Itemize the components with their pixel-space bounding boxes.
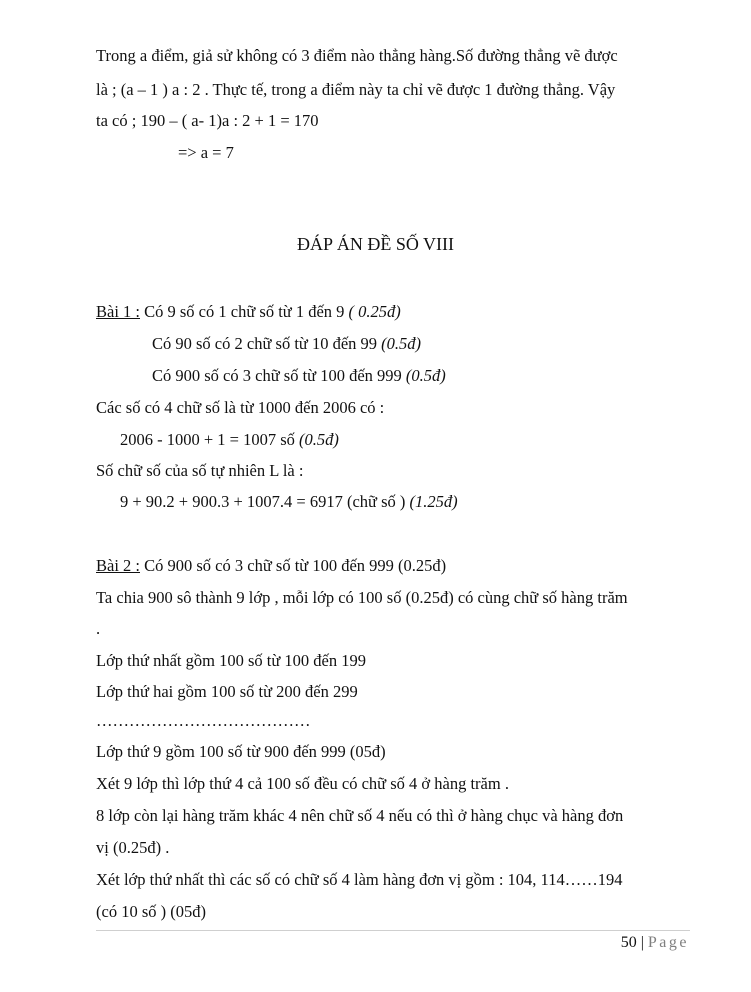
bai1-text-7: 9 + 90.2 + 900.3 + 1007.4 = 6917 (chữ số ) — [120, 492, 410, 511]
bai2-line-8: Xét 9 lớp thì lớp thứ 4 cả 100 số đều có chữ số 4 ở hàng trăm . — [96, 774, 509, 793]
page-label: Page — [647, 934, 689, 951]
bai1-line-2 — [152, 334, 421, 354]
bai2-line-2: Ta chia 900 sô thành 9 lớp , mỗi lớp có 100 số (0.25đ) có cùng chữ số hàng trăm — [96, 588, 628, 607]
bai2-text-1: Có 900 số có 3 chữ số từ 100 đến 999 (0.25đ) — [140, 556, 447, 575]
bai1-line-4: Các số có 4 chữ số là từ 1000 đến 2006 có : — [96, 398, 385, 417]
bai1-score-1: ( 0.25đ) — [348, 302, 401, 321]
bai2-line-5: Lớp thứ hai gồm 100 số từ 200 đến 299 — [96, 682, 358, 701]
bai2-line-1 — [96, 556, 446, 576]
bai1-label: Bài 1 : — [96, 302, 140, 321]
footer-separator: | — [636, 934, 648, 951]
bai1-text-2: Có 90 số có 2 chữ số từ 10 đến 99 — [152, 334, 382, 353]
bai2-line-12: (có 10 số ) (05đ) — [96, 902, 206, 921]
bai2-line-7: Lớp thứ 9 gồm 100 số từ 900 đến 999 (05đ) — [96, 742, 386, 761]
bai2-line-9: 8 lớp còn lại hàng trăm khác 4 nên chữ số 4 nếu có thì ở hàng chục và hàng đơn — [96, 806, 624, 825]
bai1-score-7: (1.25đ) — [409, 492, 458, 511]
page-number: 50 — [620, 934, 637, 951]
bai2-line-6: ………………………………… — [96, 711, 311, 730]
bai1-line-6: Số chữ số của số tự nhiên L là : — [96, 461, 304, 480]
bai2-line-3: . — [96, 619, 101, 638]
bai1-line-3 — [152, 366, 446, 386]
bai1-line-1 — [96, 302, 401, 322]
bai1-text-3: Có 900 số có 3 chữ số từ 100 đến 999 — [152, 366, 406, 385]
bai1-score-3: (0.5đ) — [405, 366, 446, 385]
bai2-line-4: Lớp thứ nhất gồm 100 số từ 100 đến 199 — [96, 651, 366, 670]
bai2-line-10: vị (0.25đ) . — [96, 838, 170, 857]
page-footer — [621, 934, 689, 952]
intro-line-4: => a = 7 — [178, 143, 234, 162]
bai2-line-11: Xét lớp thứ nhất thì các số có chữ số 4 làm hàng đơn vị gồm : 104, 114……194 — [96, 870, 623, 889]
bai1-text-5: 2006 - 1000 + 1 = 1007 số — [120, 430, 300, 449]
bai1-score-2: (0.5đ) — [381, 334, 422, 353]
bai1-line-7 — [120, 492, 458, 512]
bai2-label: Bài 2 : — [96, 556, 140, 575]
intro-line-1: Trong a điểm, giả sử không có 3 điểm nào thẳng hàng.Số đường thẳng vẽ được — [96, 46, 618, 65]
page-title: ĐÁP ÁN ĐỀ SỐ VIII — [297, 234, 454, 254]
bai1-line-5 — [120, 430, 339, 450]
bai1-text-1: Có 9 số có 1 chữ số từ 1 đến 9 — [140, 302, 349, 321]
intro-line-2: là ; (a – 1 ) a : 2 . Thực tế, trong a điểm này ta chỉ vẽ được 1 đường thẳng. Vậy — [96, 80, 616, 99]
bai1-score-5: (0.5đ) — [299, 430, 339, 449]
footer-rule — [96, 930, 690, 931]
intro-line-3: ta có ; 190 – ( a- 1)a : 2 + 1 = 170 — [96, 111, 319, 130]
